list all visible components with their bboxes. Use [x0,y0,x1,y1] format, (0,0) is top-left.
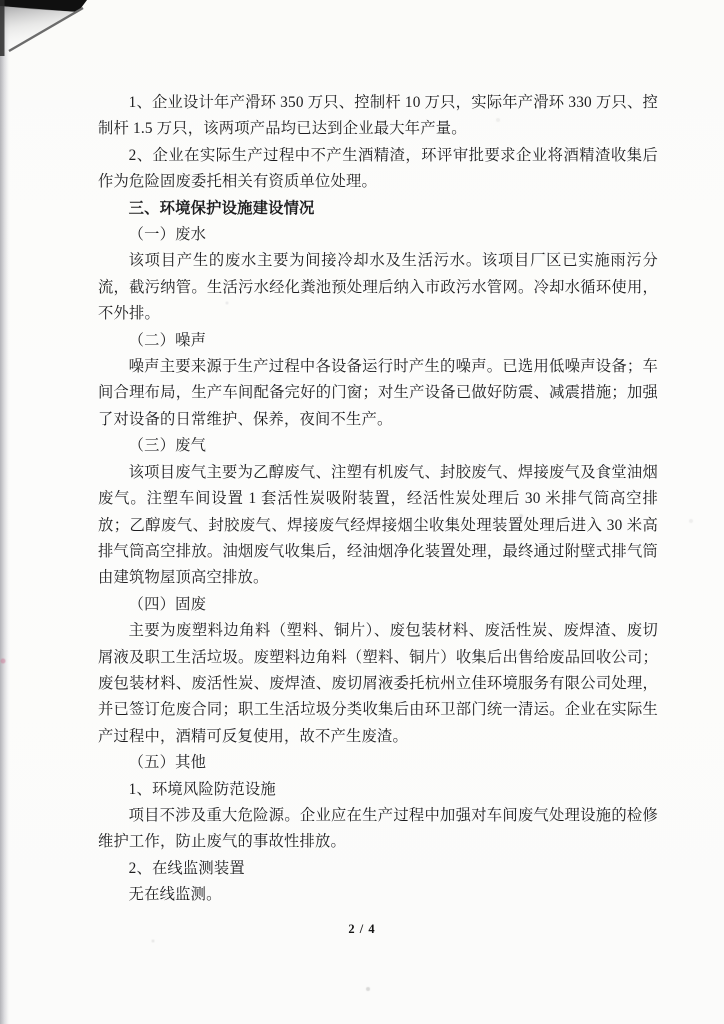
subheading-waste-gas: （三）废气 [128,437,207,455]
paragraph-wastewater: 该项目产生的废水主要为间接冷却水及生活污水。该项目厂区已实施雨污分流，截污纳管。生活污水经化粪池预处理后纳入市政污水管网。冷却水循环使用，不外排。 [98,252,658,323]
paragraph-risk-prevention: 项目不涉及重大危险源。企业应在生产过程中加强对车间废气处理设施的检修维护工作，防止废气的事故性排放。 [98,806,658,851]
paragraph-noise: 噪声主要来源于生产过程中各设备运行时产生的噪声。已选用低噪声设备；车间合理布局，生产车间配备完好的门窗；对生产设备已做好防震、减震措施；加强了对设备的日常维护、保养，夜间不生产。 [98,358,658,428]
subheading-noise: （二）噪声 [128,331,207,349]
subheading-online-monitoring: 2、在线监测装置 [128,859,245,877]
paragraph-solid-waste: 主要为废塑料边角料（塑料、铜片）、废包装材料、废活性炭、废焊渣、废切屑液及职工生活垃圾。废塑料边角料（塑料、铜片）收集后出售给废品回收公司；废包装材料、废活性炭、废焊渣、废切屑液委托杭州立佳环境服务有限公司处理，并已签订危废合同；职工生活垃圾分类收集后由环卫部门统一清运。企业在实际生产过程中，酒精可反复使用，故不产生废渣。 [98,622,658,745]
scan-noise [0,0,2,2]
page-number: 2 / 4 [348,922,376,936]
paragraph-online-monitoring: 无在线监测。 [128,886,222,904]
folded-corner-icon [0,0,100,70]
scan-edge-shadow [0,0,10,1024]
paragraph-alcohol-residue: 2、企业在实际生产过程中不产生酒精渣，环评审批要求企业将酒精渣收集后作为危险固废委托相关有资质单位处理。 [98,146,658,191]
subheading-risk-prevention: 1、环境风险防范设施 [128,780,276,798]
section-heading-env-protection-facilities: 三、环境保护设施建设情况 [128,199,315,217]
subheading-solid-waste: （四）固废 [128,595,207,613]
subheading-wastewater: （一）废水 [128,226,207,244]
document-body [98,90,658,909]
paragraph-production-capacity: 1、企业设计年产滑环 350 万只、控制杆 10 万只，实际年产滑环 330 万只、控制杆 1.5 万只，该两项产品均已达到企业最大年产量。 [98,94,658,138]
paragraph-waste-gas: 该项目废气主要为乙醇废气、注塑有机废气、封胶废气、焊接废气及食堂油烟废气。注塑车间设置 1 套活性炭吸附装置，经活性炭处理后 30 米排气筒高空排放；乙醇废气、封胶废气、焊接废气经焊接烟尘收集处理装置处理后进入 30 米高排气筒高空排放。油烟废气收集后，经油烟净化装置处理，最终通过附壁式排气筒由建筑物屋顶高空排放。 [98,463,658,587]
subheading-other: （五）其他 [128,754,207,772]
